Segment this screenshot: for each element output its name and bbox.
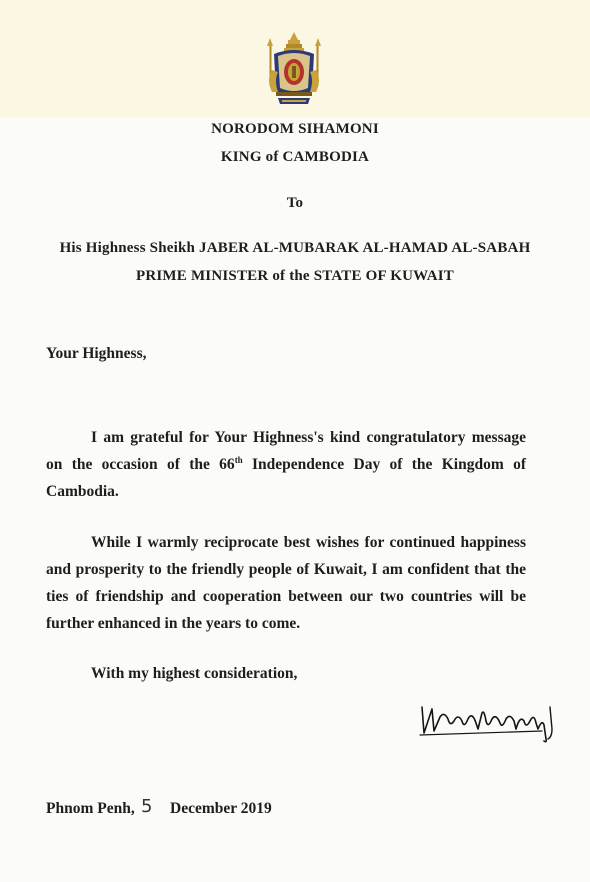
date-day-handwritten: 5 [141,796,153,817]
body-paragraph-2: While I warmly reciprocate best wishes for continued happiness and prosperity to the friendly people of Kuwait, I am confident that the ties of friendship and cooperation between our two countries will be further enhanced in the years to come. [46,534,526,632]
date-month-year: December 2019 [170,800,272,817]
closing: With my highest consideration, [91,665,298,682]
sender-title: KING of CAMBODIA [220,149,370,165]
ordinal-suffix: th [234,455,243,465]
recipient-title: PRIME MINISTER of the STATE OF KUWAIT [136,268,454,284]
handwritten-signature-icon [418,699,558,745]
body-paragraph-1-end: Independence Day of the Kingdom of Cambodia. [46,456,526,500]
salutation: Your Highness, [46,345,147,362]
body-paragraph-1 [46,424,526,505]
sender-name: NORODOM SIHAMONI [211,121,379,137]
date-place: Phnom Penh, [46,800,135,817]
recipient-name: His Highness Sheikh JABER AL-MUBARAK AL-HAMAD AL-SABAH [59,240,531,256]
royal-coat-of-arms-icon [258,30,330,110]
body-paragraph-1-start: I am grateful for Your Highness's kind congratulatory message on the occasion of the 66 [46,429,526,473]
to-label: To [286,195,304,211]
